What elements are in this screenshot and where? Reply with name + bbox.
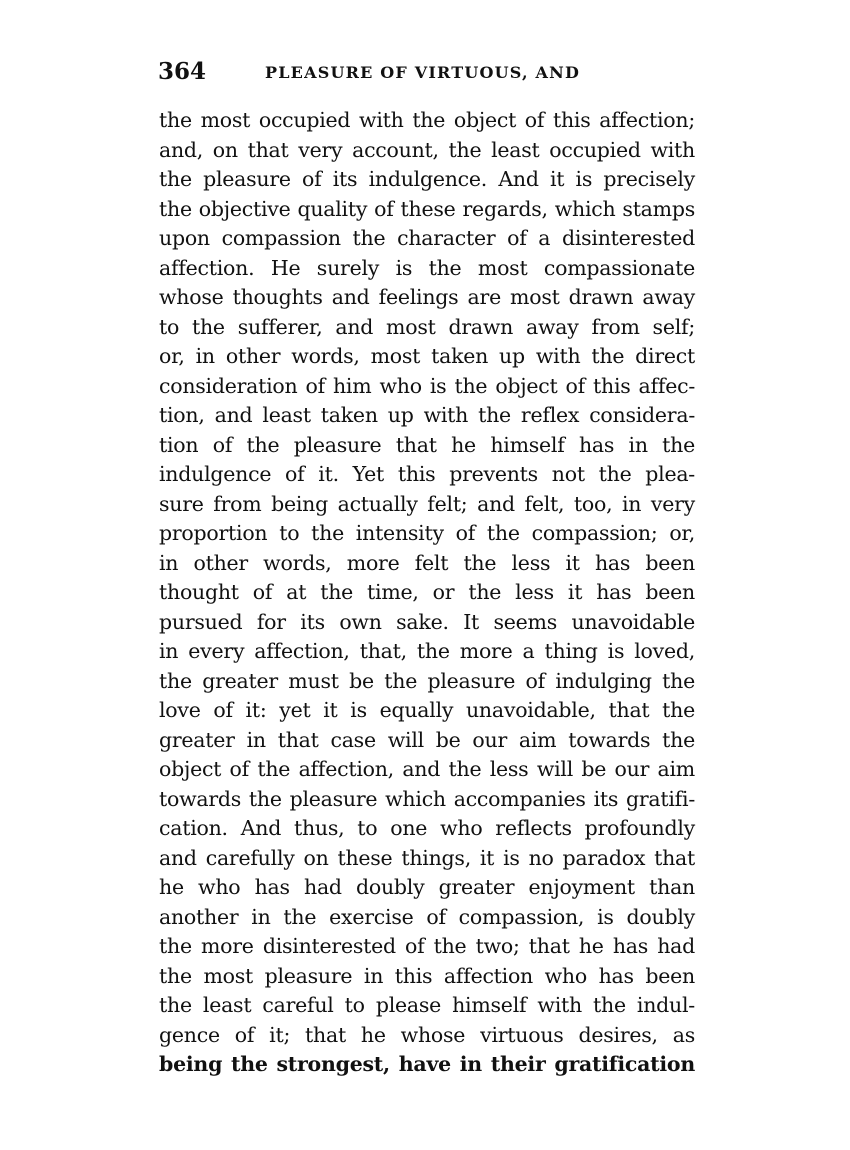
text-line: sure from being actually felt; and felt, too, in very <box>159 491 695 516</box>
text-line: being the strongest, have in their gratification <box>159 1052 695 1076</box>
text-line: the objective quality of these regards, which stamps <box>159 196 695 221</box>
text-line: in other words, more felt the less it has been <box>159 550 695 575</box>
text-line: tion of the pleasure that he himself has in the <box>159 432 695 457</box>
page-number: 364 <box>158 58 207 85</box>
text-line: the pleasure of its indulgence. And it is precisely <box>159 167 695 191</box>
body-text <box>159 106 695 1080</box>
running-head <box>158 58 698 94</box>
text-line: the most pleasure in this affection who has been <box>159 963 695 988</box>
text-line: cation. And thus, to one who reflects profoundly <box>159 816 695 840</box>
text-line: in every affection, that, the more a thing is loved, <box>159 639 695 663</box>
text-line: the least careful to please himself with the indul- <box>159 993 695 1017</box>
text-line: towards the pleasure which accompanies its gratifi- <box>159 786 695 811</box>
text-line: upon compassion the character of a disinterested <box>159 226 695 250</box>
text-line: love of it: yet it is equally unavoidable, that the <box>159 698 695 722</box>
text-line: the most occupied with the object of this affection; <box>159 108 695 132</box>
text-line: to the sufferer, and most drawn away from self; <box>159 314 695 339</box>
text-line: or, in other words, most taken up with the direct <box>159 344 695 368</box>
text-line: and carefully on these things, it is no paradox that <box>159 845 695 870</box>
text-line: another in the exercise of compassion, is doubly <box>159 904 695 929</box>
text-line: consideration of him who is the object of this affec- <box>159 373 695 398</box>
text-line: gence of it; that he whose virtuous desires, as <box>159 1022 695 1047</box>
text-line: pursued for its own sake. It seems unavoidable <box>159 609 695 634</box>
text-line: proportion to the intensity of the compassion; or, <box>159 521 695 545</box>
text-line: he who has had doubly greater enjoyment than <box>159 875 695 899</box>
text-line: tion, and least taken up with the reflex considera- <box>159 403 695 427</box>
text-line: object of the affection, and the less will be our aim <box>159 757 695 781</box>
text-line: the more disinterested of the two; that he has had <box>159 934 695 958</box>
text-line: thought of at the time, or the less it has been <box>159 580 695 604</box>
text-line: the greater must be the pleasure of indulging the <box>159 668 695 693</box>
text-line: whose thoughts and feelings are most drawn away <box>159 285 695 309</box>
running-title: PLEASURE OF VIRTUOUS, AND <box>265 63 581 82</box>
text-line: indulgence of it. Yet this prevents not the plea- <box>159 462 695 486</box>
text-line: greater in that case will be our aim towards the <box>159 727 695 752</box>
text-line: affection. He surely is the most compassionate <box>159 255 695 280</box>
text-line: and, on that very account, the least occupied with <box>159 137 695 162</box>
